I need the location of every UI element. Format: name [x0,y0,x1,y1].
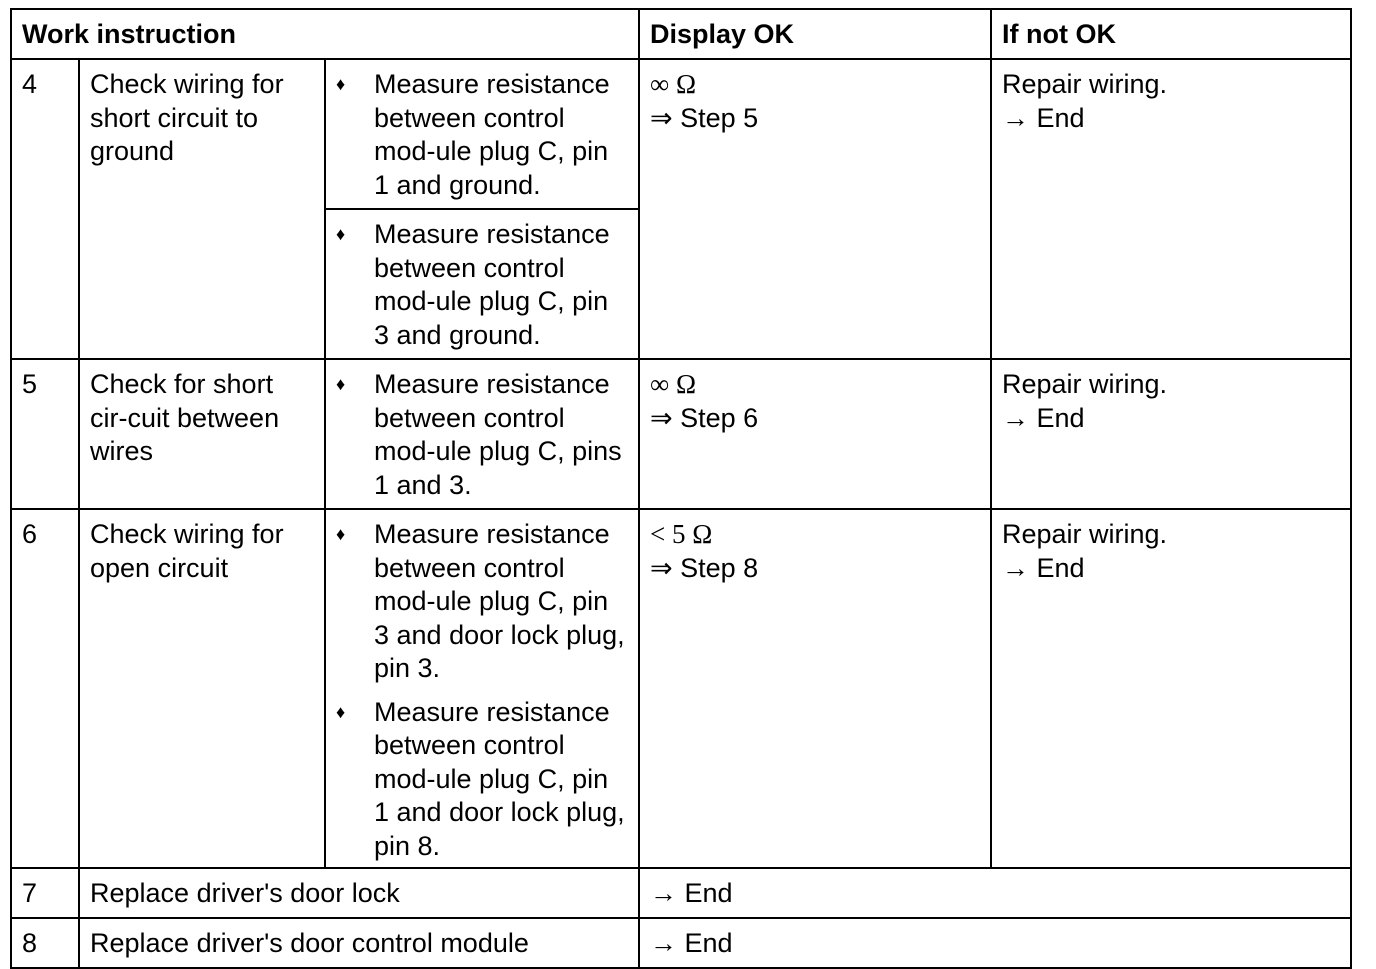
display-ok-cell [639,509,991,868]
fail-action: Repair wiring. [1002,69,1168,99]
table-row-step-7 [11,868,1351,918]
if-not-ok-cell [991,359,1351,509]
header-if-not-ok: If not OK [991,9,1351,59]
display-ok-cell [639,59,991,359]
check-description: Check for short cir-cuit between wires [79,359,325,509]
header-row [11,9,1351,59]
result-cell: → End [639,918,1351,968]
measure-text: Measure resistance between control mod-ule plug C, pin 1 and door lock plug, pin 8. [374,696,625,861]
diamond-bullet-icon: ♦ [336,524,346,544]
measure-item [325,209,639,359]
display-value: ∞ Ω [650,69,697,99]
table-row-step-5 [11,359,1351,509]
display-value: < 5 Ω [650,519,713,549]
header-display-ok: Display OK [639,9,991,59]
measure-item [325,59,639,209]
if-not-ok-cell [991,509,1351,868]
diamond-bullet-icon: ♦ [336,224,346,244]
check-description: Replace driver's door control module [79,918,639,968]
check-description: Check wiring for short circuit to ground [79,59,325,359]
step-number: 5 [11,359,79,509]
fail-next-step: → End [1002,402,1085,433]
measure-list [325,509,639,868]
display-next-step: ⇒ Step 5 [650,102,759,133]
measure-text: Measure resistance between control mod-ule plug C, pin 1 and ground. [374,69,610,200]
header-work-instruction: Work instruction [11,9,639,59]
display-next-step: ⇒ Step 8 [650,552,759,583]
diamond-bullet-icon: ♦ [336,374,346,394]
result-cell: → End [639,868,1351,918]
step-number: 4 [11,59,79,359]
display-ok-cell [639,359,991,509]
work-instruction-table [10,8,1352,969]
diamond-bullet-icon: ♦ [336,701,346,722]
fail-next-step: → End [1002,102,1085,133]
if-not-ok-cell [991,59,1351,359]
measure-item [325,359,639,509]
table-row-step-4 [11,59,1351,209]
table-row-step-6 [11,509,1351,868]
fail-action: Repair wiring. [1002,369,1168,399]
step-number: 6 [11,509,79,868]
fail-action: Repair wiring. [1002,519,1168,549]
measure-text: Measure resistance between control mod-ule plug C, pin 3 and ground. [374,219,610,350]
table-row-step-8 [11,918,1351,968]
diamond-bullet-icon: ♦ [336,74,346,94]
display-value: ∞ Ω [650,369,697,399]
display-next-step: ⇒ Step 6 [650,402,759,433]
check-description: Replace driver's door lock [79,868,639,918]
step-number: 7 [11,868,79,918]
fail-next-step: → End [1002,552,1085,583]
measure-text: Measure resistance between control mod-ule plug C, pin 3 and door lock plug, pin 3. [374,519,625,683]
measure-item [336,696,628,864]
check-description: Check wiring for open circuit [79,509,325,868]
step-number: 8 [11,918,79,968]
measure-item [336,518,628,686]
measure-text: Measure resistance between control mod-ule plug C, pins 1 and 3. [374,369,622,500]
